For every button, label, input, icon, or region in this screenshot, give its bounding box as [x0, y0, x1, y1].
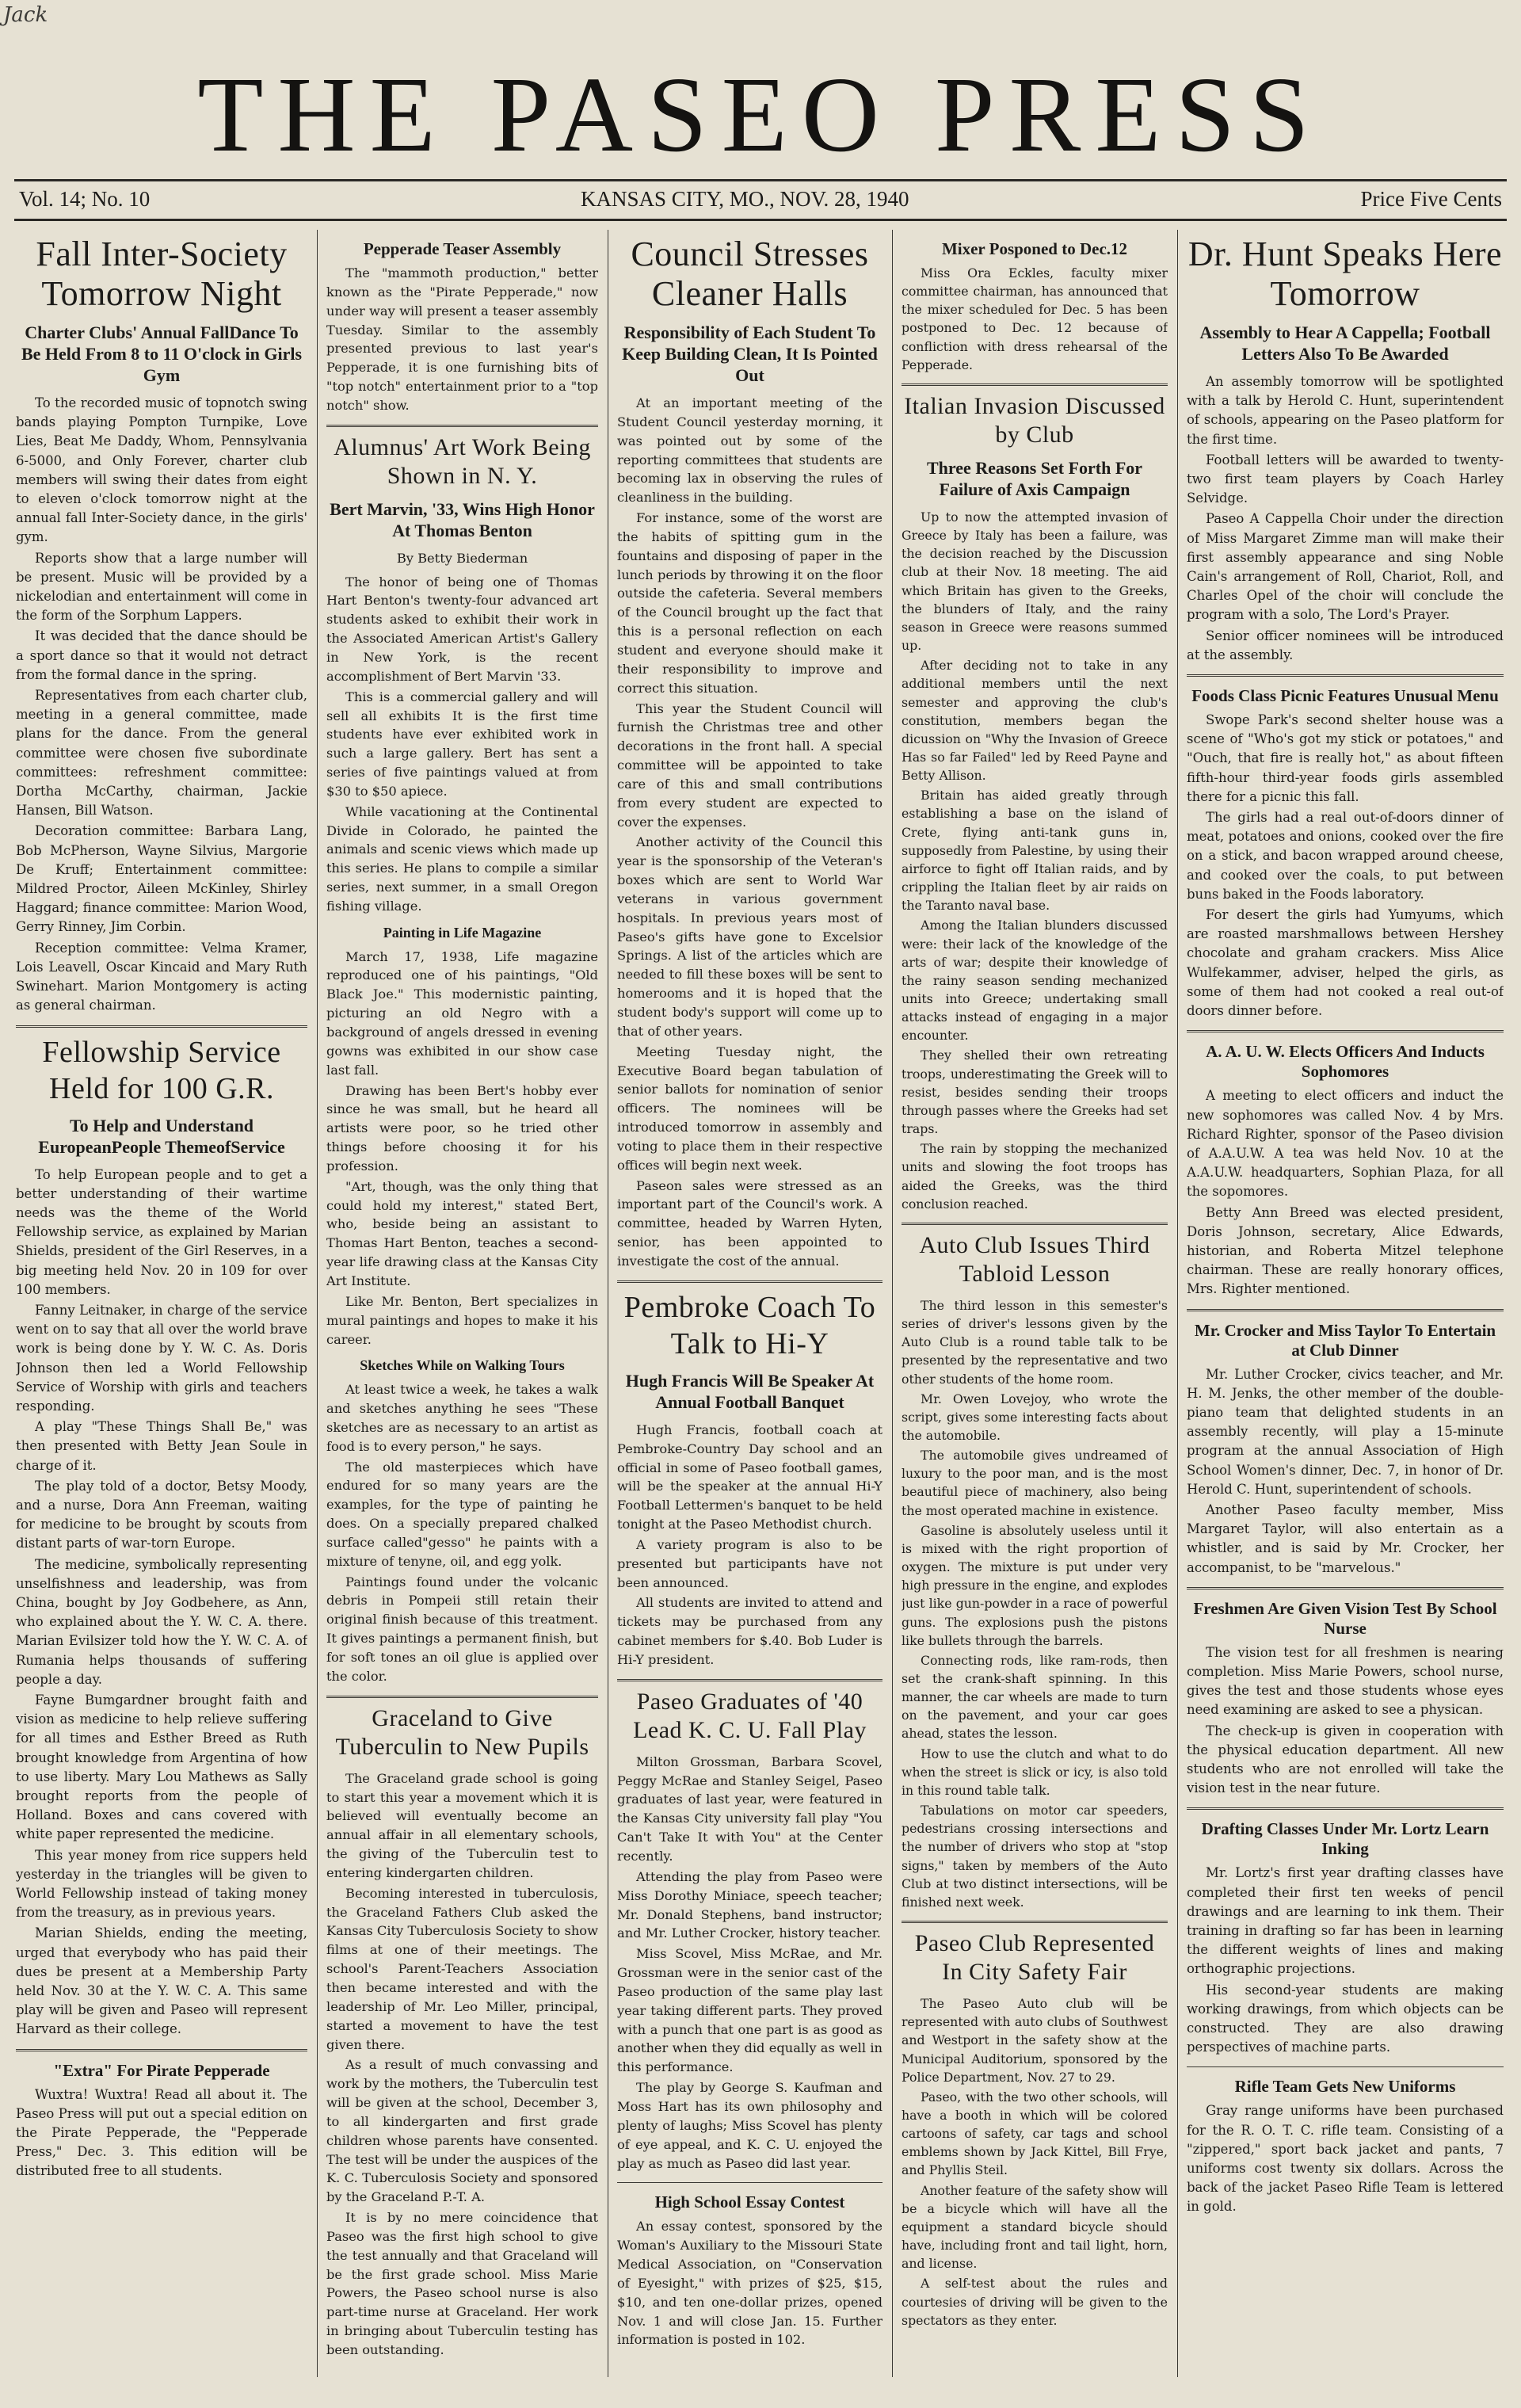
headline: Auto Club Issues Third Tabloid Lesson [919, 1231, 1150, 1287]
paragraph: Paseo A Cappella Choir under the direction of Miss Margaret Zimme man will make their first assembly appearance and sing Noble Cain's arrangement of Roll, Chariot, Roll, and Charles Opel of the choir will conclude the program with a solo, The Lord's Prayer. [1187, 511, 1504, 623]
paragraph: A variety program is also to be presented but participants have not been announced. [617, 1536, 882, 1590]
paragraph: The Paseo Auto club will be represented with auto clubs of Southwest and Westport in the safety show at the Municipal Auditorium, sponsored by the Police Department, Nov. 27 to 29. [902, 1996, 1168, 2085]
paragraph: For instance, some of the worst are the habits of spitting gum in the fountains and disposing of paper in the lunch periods by throwing it on the floor outside the cafeteria. Several members of the Council brought up the fact that this is a personal reflection on each student and everyone should make it their responsibility to improve and correct this situation. [617, 510, 882, 696]
paragraph: Meeting Tuesday night, the Executive Board began tabulation of senior ballots for nomination of senior officers. The nominees will be introduced tomorrow in assembly and voting to place them in their respective offices will begin next week. [617, 1044, 882, 1173]
headline: Pembroke Coach To Talk to Hi-Y [623, 1290, 876, 1360]
paragraph: The play told of a doctor, Betsy Moody, and a nurse, Dora Ann Freeman, waiting for medicine to be brought by scouts from distant parts of war-torn Europe. [16, 1478, 307, 1551]
divider [1187, 1309, 1504, 1311]
paragraph: The girls had a real out-of-doors dinner of meat, potatoes and onions, cooked over the fire on a stick, and bacon wrapped around cheese, and cooked over the coals, to put between buns baked in the Foods laboratory. [1187, 810, 1504, 902]
divider [326, 425, 598, 427]
article-safety-fair [902, 1929, 1168, 2330]
paragraph: The Graceland grade school is going to start this year a movement which it is believed will eventually become an annual affair in all elementary schools, the giving of the Tuberculin test to entering kindergarten children. [326, 1770, 598, 1880]
paragraph: The third lesson in this semester's series of driver's lessons given by the Auto Club is a round table talk to be presented by the representative and two other students of the home room. [902, 1297, 1168, 1387]
headline: Rifle Team Gets New Uniforms [1234, 2077, 1456, 2097]
column-rule [317, 230, 318, 2377]
paragraph: The vision test for all freshmen is nearing completion. Miss Marie Powers, school nurse, gives the test and those students whose eyes need examining are asked to see a physican. [1187, 1644, 1504, 1718]
divider [902, 384, 1168, 386]
paragraph: Attending the play from Paseo were Miss Dorothy Miniace, speech teacher; Mr. Donald Stephens, band instructor; and Mr. Luther Crocker, history teacher. [617, 1868, 882, 1941]
paragraph: March 17, 1938, Life magazine reproduced one of his paintings, "Old Black Joe." This modernistic painting, picturing an old Negro with a background of angels dressed in evening gowns was exhibited in our show case last fall. [326, 948, 598, 1078]
paragraph: The old masterpieces which have endured for so many years are the examples, for the type of painting he does. On a specially prepared chalked surface called"gesso" he paints with a mixture of tenyne, oil, and egg yolk. [326, 1459, 598, 1569]
article-drafting [1187, 1819, 1504, 2057]
divider [617, 1679, 882, 1681]
paragraph: They shelled their own retreating troops, underestimating the Greek will to resist, besides sending their troops through passes where the Greeks had set traps. [902, 1048, 1168, 1137]
headline: High School Essay Contest [654, 2192, 845, 2212]
masthead-title: THE PASEO PRESS [197, 55, 1324, 174]
paragraph: Paintings found under the volcanic debris in Pompeii still retain their original finish because of this treatment. It gives paintings a permanent finish, but for soft tones an oil glue is applied over the color. [326, 1574, 598, 1684]
article-italian-invasion [902, 392, 1168, 1213]
headline: "Extra" For Pirate Pepperade [53, 2060, 270, 2080]
paragraph: Drawing has been Bert's hobby ever since he was small, but he heard all artists were poor, so he tried other things before choosing it for his profession. [326, 1082, 598, 1173]
paragraph: While vacationing at the Continental Divide in Colorado, he painted the animals and scenic views which made up this series. He plans to compile a similar series, next summer, in a small Oregon fishing village. [326, 803, 598, 914]
volume-number: Vol. 14; No. 10 [19, 187, 151, 211]
divider [16, 1025, 307, 1028]
headline: Mixer Posponed to Dec.12 [941, 239, 1128, 258]
deck: Hugh Francis Will Be Speaker At Annual Football Banquet [625, 1370, 875, 1412]
column-1 [16, 230, 307, 2385]
divider [902, 1921, 1168, 1923]
paragraph: It was decided that the dance should be a sport dance so that it would not detract from the formal dance in the spring. [16, 628, 307, 682]
article-auto-club [902, 1231, 1168, 1911]
paragraph: Becoming interested in tuberculosis, the Graceland Fathers Club asked the Kansas City Tuberculosis Society to show films at one of their meetings. The school's Parent-Teachers Association then became interested and with the leadership of Mr. Leo Miller, principal, started a movement to have the test given there. [326, 1885, 598, 2052]
deck: Assembly to Hear A Cappella; Football Letters Also To Be Awarded [1199, 322, 1491, 364]
headline: Pepperade Teaser Assembly [363, 239, 562, 258]
headline: Mr. Crocker and Miss Taylor To Entertain at Club Dinner [1194, 1320, 1496, 1360]
paragraph: Gasoline is absolutely useless until it is mixed with the right proportion of oxygen. The mixture is put under very high pressure in the engine, and explodes just like gun-powder in a race of powerful guns. The explosions push the pistons like bullets through the barrels. [902, 1522, 1168, 1648]
column-3 [617, 230, 882, 2385]
paragraph: Fayne Bumgardner brought faith and vision as medicine to help relieve suffering for all times and Esther Breed as Ruth brought knowledge from Argentina of how to use liberty. Mary Lou Mathews as Sally brought reports from the people of Holland. Boxes and cans covered with white paper represented the medicine. [16, 1692, 307, 1842]
divider [16, 2049, 307, 2051]
article-paseo-graduates [617, 1688, 882, 2173]
article-pepperade-teaser [326, 239, 598, 415]
paragraph: The "mammoth production," better known as the "Pirate Pepperade," now under way will present a teaser assembly Tuesday. Similar to the assembly presented previous to last year's Pepperade, it is one furnishing bits of "top notch" entertainment prior to a "top notch" show. [326, 265, 598, 413]
paragraph: Representatives from each charter club, meeting in a general committee, made plans for the dance. From the general committee were chosen five subordinate committees: refreshment committee: Dortha McCarthy, chairman, Jackie Hansen, Bill Watson. [16, 688, 307, 819]
headline: Paseo Club Represented In City Safety Fair [914, 1930, 1155, 1986]
article-pembroke [617, 1289, 882, 1670]
headline: Fall Inter-Society Tomorrow Night [36, 235, 288, 313]
divider [617, 1280, 882, 1283]
article-aauw [1187, 1042, 1504, 1299]
divider [1187, 1587, 1504, 1589]
headline: Dr. Hunt Speaks Here Tomorrow [1187, 235, 1503, 313]
paragraph: Mr. Luther Crocker, civics teacher, and Mr. H. M. Jenks, the other member of the double-piano team that delighted students in an assembly recently, will play a 15-minute program at the annual Association of High School Women's dinner, Dec. 7, in honor of Dr. Herold C. Hunt, superintendent of schools. [1187, 1366, 1504, 1497]
deck: Responsibility of Each Student To Keep Building Clean, It Is Pointed Out [622, 322, 878, 385]
paragraph: A play "These Things Shall Be," was then presented with Betty Jean Soule in charge of it. [16, 1419, 307, 1473]
paragraph: Marian Shields, ending the meeting, urged that everybody who has paid their dues be present at a Membership Party held Nov. 30 at the Y. W. C. A. This same play will be given and Paseo will represent Harvard as their college. [16, 1925, 307, 2037]
paragraph: Hugh Francis, football coach at Pembroke-Country Day school and an official in some of Paseo football games, will be the speaker at the annual Hi-Y Football Lettermen's banquet to be held tonight at the Paseo Methodist church. [617, 1422, 882, 1532]
paragraph: To the recorded music of topnotch swing bands playing Pompton Turnpike, Love Lies, Beat Me Daddy, Whom, Pennsylvania 6-5000, and Only Forever, charter club members will swing their dates from eight to eleven o'clock tomorrow night at the annual fall Inter-Society dance, in the girls' gym. [16, 395, 307, 545]
paragraph: Fanny Leitnaker, in charge of the service went on to say that all over the world brave work is being done by Y. W. C. As. Doris Johnson then led a World Fellowship Service of Worship with girls and teachers responding. [16, 1302, 307, 1414]
paragraph: How to use the clutch and what to do when the street is slick or icy, is also told in this round table talk. [902, 1746, 1168, 1798]
article-graceland [326, 1704, 598, 2360]
paragraph: It is by no mere coincidence that Paseo was the first high school to give the test annually and that Graceland will be the first grade school. Miss Marie Powers, the Paseo school nurse is also part-time nurse at Graceland. Her work in bringing about Tuberculin testing has been outstanding. [326, 2210, 598, 2357]
paragraph: Among the Italian blunders discussed were: their lack of the knowledge of the arts of war; despite their knowledge of the rainy season sending mechanized units into Greece; undertaking small attacks instead of engaging in a major encounter. [902, 918, 1168, 1044]
paragraph: Decoration committee: Barbara Lang, Bob McPherson, Wayne Silvius, Margorie De Kruff; Entertainment committee: Mildred Proctor, Aileen McKinley, Shirley Haggard; finance committee: Marion Wood, Gerry Rinney, Jim Corbin. [16, 823, 307, 935]
paragraph: To help European people and to get a better understanding of their wartime needs was the theme of the World Fellowship service, as explained by Marian Shields, president of the Girl Reserves, in a big meeting held Nov. 20 in 109 for over 100 members. [16, 1166, 307, 1297]
paragraph: The rain by stopping the mechanized units and slowing the foot troops has aided the Greeks, was the third conclusion reached. [902, 1141, 1168, 1212]
paragraph: This year money from rice suppers held yesterday in the triangles will be given to World Fellowship instead of taking money from the treasury, as in previous years. [16, 1847, 307, 1921]
divider [326, 1696, 598, 1698]
headline: Council Stresses Cleaner Halls [631, 235, 869, 313]
divider [617, 2182, 882, 2183]
article-vision-test [1187, 1599, 1504, 1799]
article-rifle-team [1187, 2077, 1504, 2216]
paragraph: Swope Park's second shelter house was a scene of "Who's got my stick or potatoes," and "Ouch, that fire is really hot," as about fifteen fifth-hour third-year foods girls assembled there for a picnic this fall. [1187, 712, 1504, 804]
headline: Foods Class Picnic Features Unusual Menu [1191, 686, 1499, 706]
article-council [617, 235, 882, 1271]
paragraph: Betty Ann Breed was elected president, Doris Johnson, secretary, Alice Edwards, historian, and Roberta Mitzel telephone chairman. These are really honorary offices, Mrs. Righter mentioned. [1187, 1204, 1504, 1297]
top-rule [14, 179, 1507, 181]
headline: Graceland to Give Tuberculin to New Pupils [335, 1704, 589, 1760]
subhead: Painting in Life Magazine [383, 924, 542, 941]
divider [1187, 674, 1504, 677]
paragraph: For desert the girls had Yumyums, which are roasted marshmallows between Hershey chocolate and graham crackers. Miss Alice Wulfekammer, adviser, helped the girls, as some of them had not cooked a real out-of doors dinner before. [1187, 907, 1504, 1019]
place-date: KANSAS CITY, MO., NOV. 28, 1940 [581, 187, 909, 211]
paragraph: An assembly tomorrow will be spotlighted with a talk by Herold C. Hunt, superintendent of schools, appearing on the Paseo platform for the first time. [1187, 374, 1504, 447]
headline: Italian Invasion Discussed by Club [904, 392, 1165, 448]
article-fellowship-service [16, 1034, 307, 2040]
subhead: Sketches While on Walking Tours [360, 1357, 565, 1374]
column-4 [902, 230, 1168, 2385]
paragraph: The check-up is given in cooperation with the physical education department. All new students who are not enrolled will take the vision test in the near future. [1187, 1723, 1504, 1796]
paragraph: His second-year students are making working drawings, from which objects can be constructed. They are also drawing perspectives of machine parts. [1187, 1982, 1504, 2055]
article-foods-picnic [1187, 686, 1504, 1021]
paragraph: A self-test about the rules and courtesies of driving will be given to the spectators as they enter. [902, 2276, 1168, 2328]
paragraph: Tabulations on motor car speeders, pedestrians crossing intersections and the number of drivers who stop at "stop signs," taken by members of the Auto Club at two distinct intersections, will be finished next week. [902, 1803, 1168, 1910]
deck: Three Reasons Set Forth For Failure of Axis Campaign [926, 457, 1143, 499]
paragraph: This year the Student Council will furnish the Christmas tree and other decorations in the front hall. A special committee will be appointed to take care of this and small contributions from every student are expected to cover the expenses. [617, 700, 882, 830]
headline: A. A. U. W. Elects Officers And Inducts Sophomores [1206, 1042, 1485, 1082]
paragraph: Milton Grossman, Barbara Scovel, Peggy McRae and Stanley Seigel, Paseo graduates of last year, were featured in the Kansas City university fall play "You Can't Take It with You" at the Center recently. [617, 1754, 882, 1864]
paragraph: The play by George S. Kaufman and Moss Hart has its own philosophy and plenty of laughs; Miss Scovel has plenty of eye appeal, and K. C. U. enjoyed the play as much as Paseo did last year. [617, 2080, 882, 2171]
paragraph: Mr. Owen Lovejoy, who wrote the script, gives some interesting facts about the automobile. [902, 1391, 1168, 1443]
deck: Bert Marvin, '33, Wins High Honor At Thomas Benton [330, 498, 595, 540]
paragraph: This is a commercial gallery and will sell all exhibits It is the first time students have ever exhibited work in such a large gallery. Bert has sent a series of five paintings valued at from $30 to $50 apiece. [326, 689, 598, 799]
paragraph: Reports show that a large number will be present. Music will be provided by a nickelodian and entertainment will come in the form of the Sorphum Lappers. [16, 550, 307, 624]
article-essay-contest [617, 2192, 882, 2349]
paragraph: Another activity of the Council this year is the sponsorship of the Veteran's boxes which are sent to World War veterans in various government hospitals. In previous years most of Paseo's gifts have gone to Excelsior Springs. A list of the articles which are needed to fill these boxes will be sent to homerooms and it is hoped that the student body's support will come up to that of other years. [617, 834, 882, 1039]
article-dr-hunt [1187, 235, 1504, 665]
dateline [16, 184, 1505, 216]
paragraph: Miss Ora Eckles, faculty mixer committee chairman, has announced that the mixer scheduled for Dec. 5 has been postponed to Dec. 12 because of confliction with dress rehearsal of the Pepperade. [902, 265, 1168, 372]
deck: To Help and Understand EuropeanPeople ThemeofService [38, 1115, 285, 1157]
article-alumnus-art [326, 433, 598, 1686]
paragraph: Connecting rods, like ram-rods, then set the crank-shaft spinning. In this manner, the car wheels are made to turn on the pavement, and your car goes ahead, states the lesson. [902, 1652, 1168, 1742]
paragraph: The honor of being one of Thomas Hart Benton's twenty-four advanced art students asked to exhibit their work in the Associated American Artist's Gallery in New York, is the recent accomplishment of Bert Marvin '33. [326, 574, 598, 684]
column-5 [1187, 230, 1504, 2385]
paragraph: All students are invited to attend and tickets may be purchased from any cabinet members for $.40. Bob Luder is Hi-Y president. [617, 1595, 882, 1667]
paragraph: Paseon sales were stressed as an important part of the Council's work. A committee, headed by Warren Hyten, senior, has been appointed to investigate the cost of the annual. [617, 1177, 882, 1269]
paragraph: As a result of much convassing and work by the mothers, the Tuberculin test will be given at the school, December 3, to all kindergarten and first grade children whose parents have consented. The test will be under the auspices of the K. C. Tuberculosis Society and sponsored by the Graceland P.-T. A. [326, 2057, 598, 2205]
paragraph: Paseo, with the two other schools, will have a booth in which will be colored cartoons of safety, car tags and school emblems shown by Jack Kittel, Bill Frye, and Phyllis Steil. [902, 2089, 1168, 2178]
paragraph: Up to now the attempted invasion of Greece by Italy has been a failure, was the decision reached by the Discussion club at their Nov. 18 meeting. The aid which Britain has given to the Greeks, the blunders of Italy, and the rainy season in Greece were reasons summed up. [902, 509, 1168, 654]
paragraph: Reception committee: Velma Kramer, Lois Leavell, Oscar Kincaid and Mary Ruth Swinehart. Marion Montgomery is acting as general chairman. [16, 940, 307, 1013]
paragraph: After deciding not to take in any additional members until the next semester and approving the club's constitution, members began the dicussion on "Why the Invasion of Greece Has so far Failed" led by Reed Payne and Betty Allison. [902, 658, 1168, 784]
divider [1187, 1030, 1504, 1032]
deck: Charter Clubs' Annual FallDance To Be Held From 8 to 11 O'clock in Girls Gym [21, 322, 303, 385]
paragraph: Wuxtra! Wuxtra! Read all about it. The Paseo Press will put out a special edition on the Pirate Pepperade, the "Pepperade Press," Dec. 3. This edition will be distributed free to all students. [16, 2086, 307, 2179]
article-extra-pepperade [16, 2061, 307, 2181]
paragraph: At an important meeting of the Student Council yesterday morning, it was pointed out by some of the reporting committees that students are becoming lax in observing the rules of cleanliness in the building. [617, 395, 882, 506]
paragraph: The medicine, symbolically representing unselfishness and leadership, was from China, bought by Joy Godbehere, as Ann, who explained about the Y. W. C. A. there. Marian Evilsizer told how the Y. W. C. A. of Rumania helps thousands of suffering people a day. [16, 1556, 307, 1687]
headline: Alumnus' Art Work Being Shown in N. Y. [334, 433, 591, 489]
article-fall-inter-society [16, 235, 307, 1016]
paragraph: At least twice a week, he takes a walk and sketches anything he sees "These sketches are as necessary to an artist as food is to every person," he says. [326, 1382, 598, 1454]
divider [1187, 1807, 1504, 1810]
column-2 [326, 230, 598, 2385]
paragraph: Senior officer nominees will be introduced at the assembly. [1187, 628, 1504, 662]
headline: Paseo Graduates of '40 Lead K. C. U. Fall Play [633, 1688, 867, 1743]
paragraph: Britain has aided greatly through establishing a base on the island of Crete, flying anti-tank guns in, supposedly from Palestine, by using their airforce to fight off Italian raids, and by crippling the Italian fleet by air raids on the Taranto naval base. [902, 788, 1168, 914]
paragraph: The automobile gives undreamed of luxury to the poor man, and is the most beautiful piece of machinery, also being the most operated machine in existence. [902, 1448, 1168, 1518]
paragraph: Miss Scovel, Miss McRae, and Mr. Grossman were in the senior cast of the Paseo production of the same play last year taking different parts. They proved with a punch that one part is as good as another when they did equally as well in this performance. [617, 1946, 882, 2075]
divider [1187, 2066, 1504, 2067]
margin-note: Jack [3, 3, 48, 27]
article-mixer [902, 239, 1168, 374]
bottom-rule [14, 219, 1507, 221]
paragraph: "Art, though, was the only thing that could hold my interest," stated Bert, who, beside being an assistant to Thomas Hart Benton, teaches a second-year life drawing class at the Kansas City Art Institute. [326, 1178, 598, 1288]
paragraph: Gray range uniforms have been purchased for the R. O. T. C. rifle team. Consisting of a "zippered," sport back jacket and pants, 7 uniforms cost twenty six dollars. Across the back of the jacket Paseo Rifle Team is lettered in gold. [1187, 2103, 1504, 2215]
paragraph: Like Mr. Benton, Bert specializes in mural paintings and hopes to make it his career. [326, 1293, 598, 1347]
byline: By Betty Biederman [396, 550, 528, 566]
price: Price Five Cents [1360, 187, 1502, 211]
paragraph: A meeting to elect officers and induct the new sophomores was called Nov. 4 by Mrs. Richard Righter, sponsor of the Paseo division of A.A.U.W. A tea was held Nov. 10 at the A.A.U.W. headquarters, Sophian Plaza, for all the sopomores. [1187, 1088, 1504, 1200]
column-rule [1177, 230, 1178, 2377]
paragraph: Football letters will be awarded to twenty-two first team players by Coach Harley Selvidge. [1187, 452, 1504, 506]
headline: Drafting Classes Under Mr. Lortz Learn Inking [1201, 1819, 1489, 1859]
headline: Freshmen Are Given Vision Test By School Nurse [1193, 1598, 1497, 1638]
paragraph: Mr. Lortz's first year drafting classes have completed their first ten weeks of pencil drawings and are learning to ink them. Their training in drafting so far has been in learning the different weights of lines and making orthographic projections. [1187, 1865, 1504, 1977]
paragraph: Another feature of the safety show will be a bicycle which will have all the equipment a standard bicycle should have, including front and tail light, horn, and license. [902, 2182, 1168, 2272]
paragraph: Another Paseo faculty member, Miss Margaret Taylor, will also entertain as a whistler, and is said by Mr. Crocker, her accompanist, to be "marvelous." [1187, 1502, 1504, 1575]
column-rule [892, 230, 893, 2377]
article-crocker-taylor [1187, 1321, 1504, 1578]
headline: Fellowship Service Held for 100 G.R. [42, 1035, 281, 1105]
paragraph: An essay contest, sponsored by the Woman's Auxiliary to the Missouri State Medical Association, on "Conservation of Eyesight," with prizes of $25, $15, $10, and ten one-dollar prizes, opened Nov. 1 and will close Jan. 15. Further information is posted in 102. [617, 2219, 882, 2348]
divider [902, 1223, 1168, 1225]
